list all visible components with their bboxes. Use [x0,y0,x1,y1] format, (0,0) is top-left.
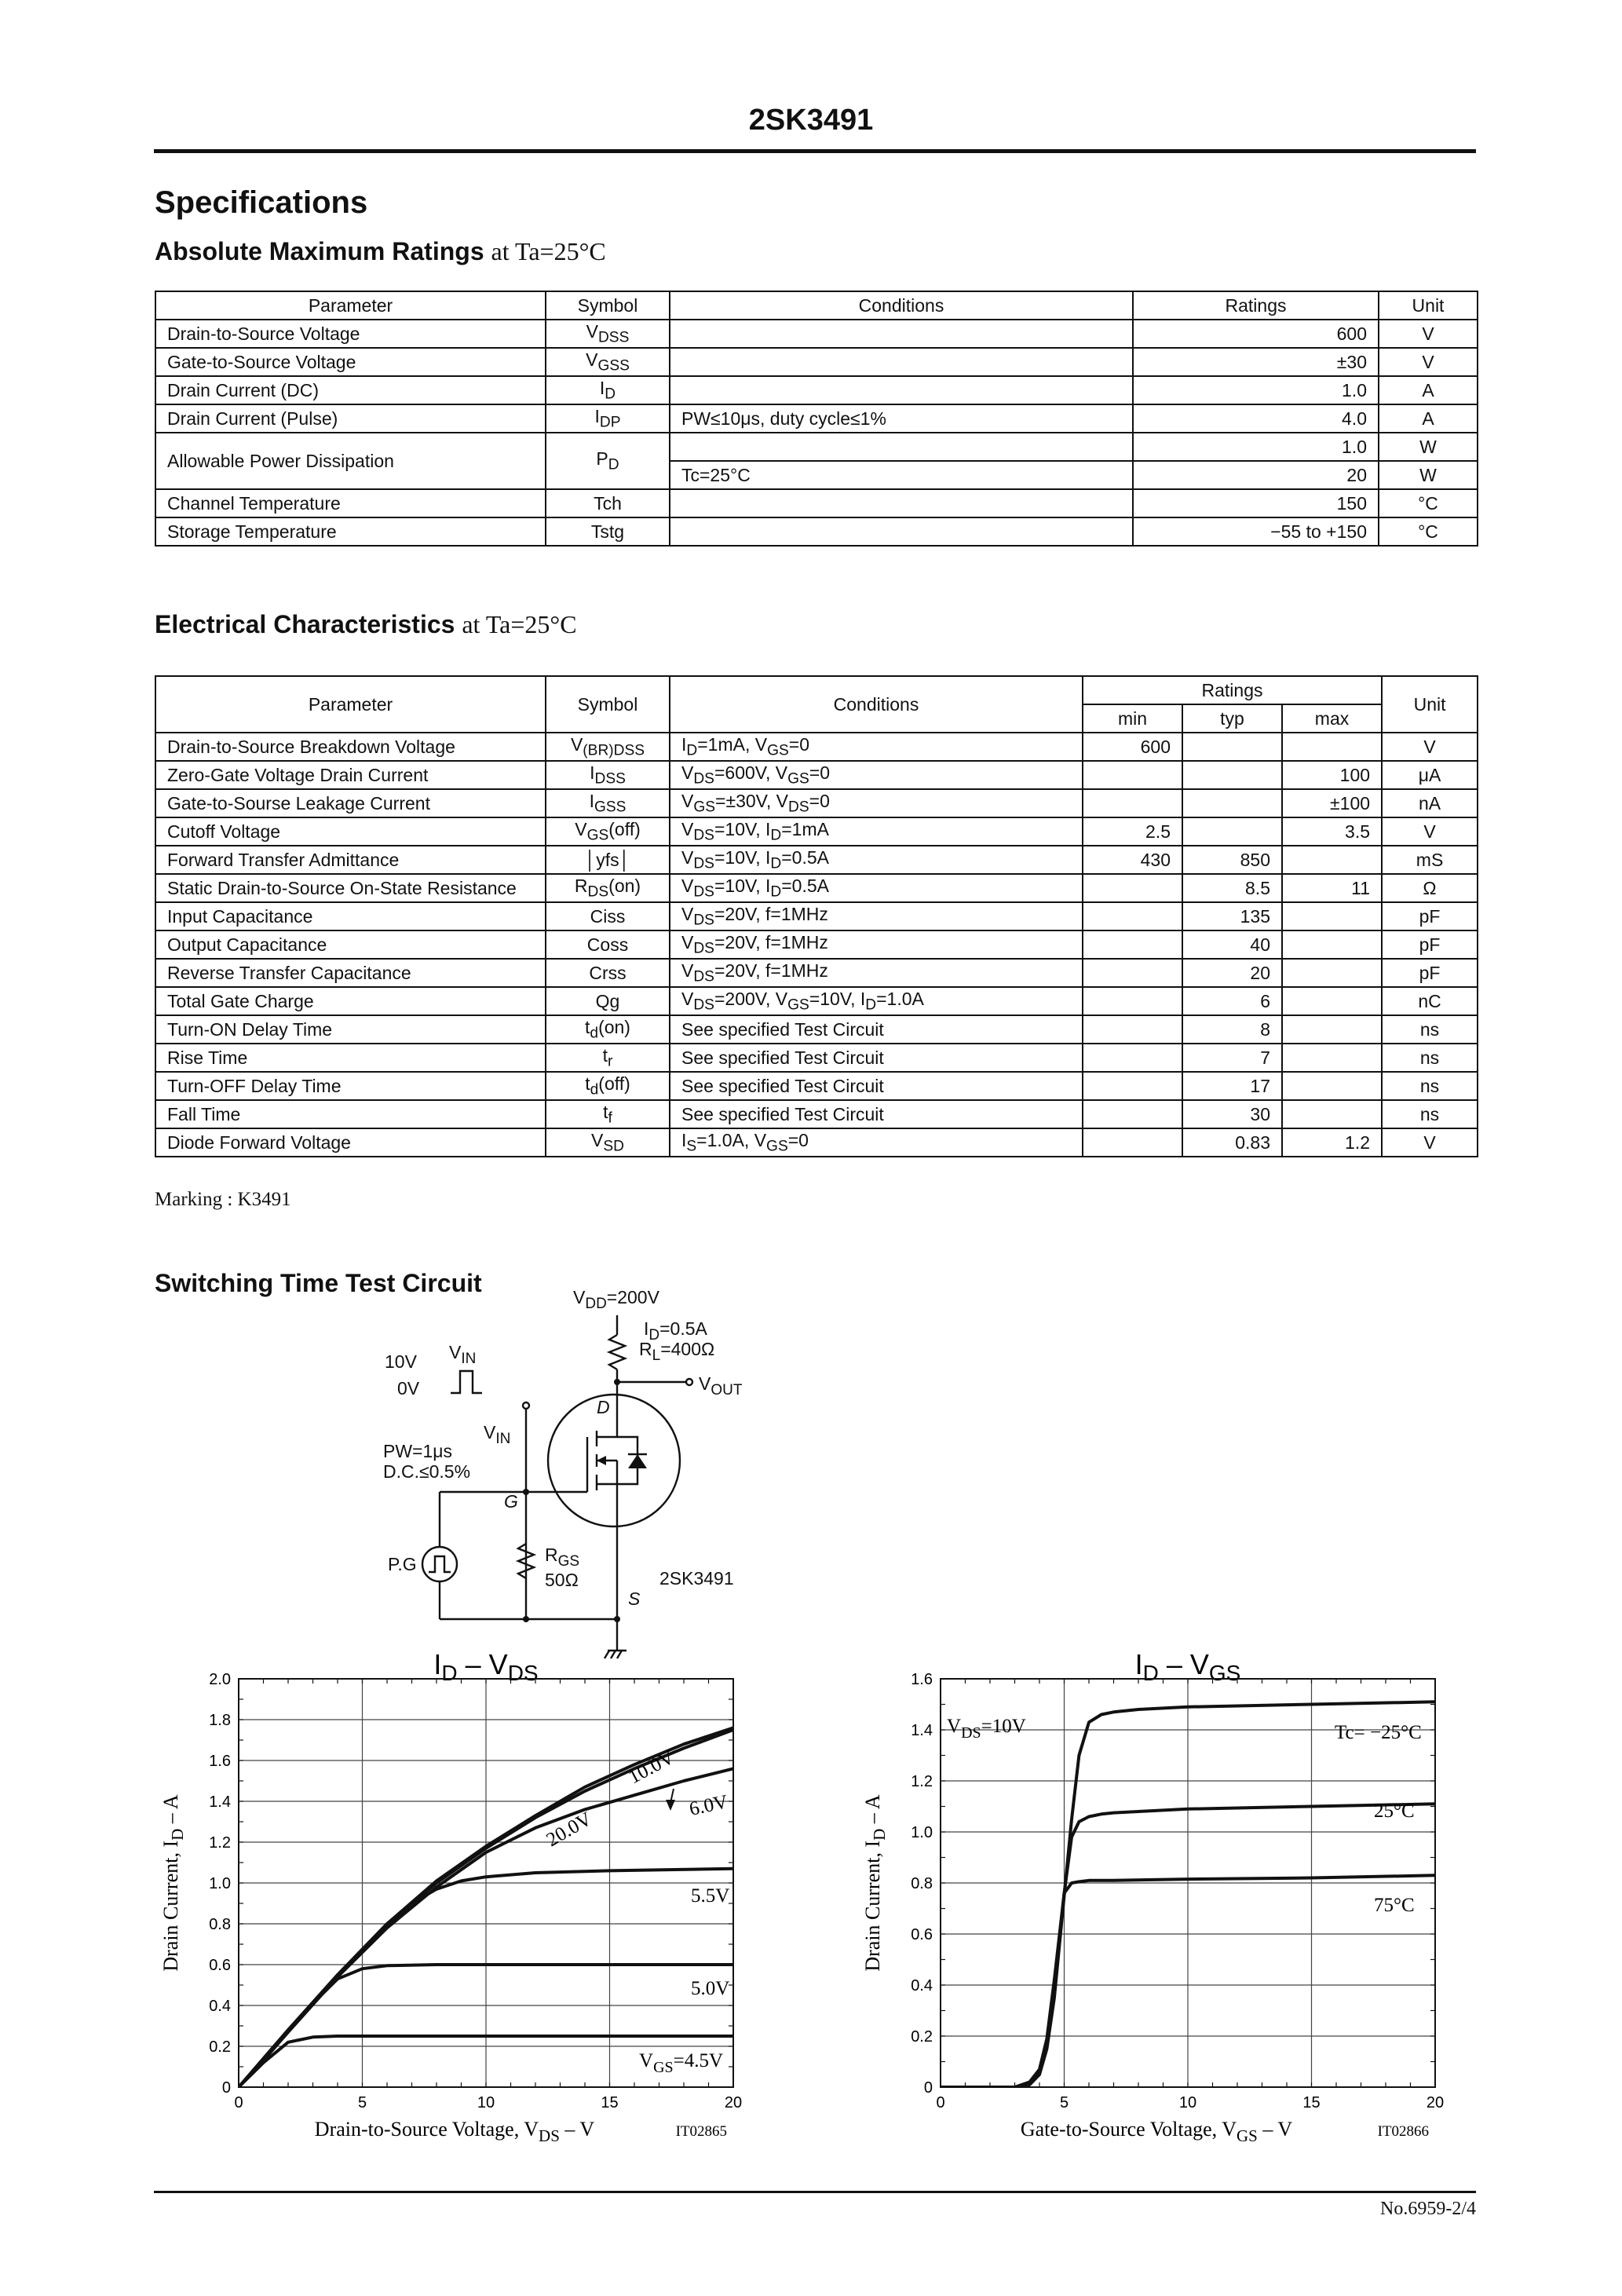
y-tick-label: 0.2 [209,2038,231,2056]
rl-resistor [609,1335,625,1369]
cell-symbol: │yfs│ [546,846,670,874]
table-row [155,1072,1478,1100]
rgs-value: 50Ω [545,1570,579,1590]
cell-symbol: $I_D$ [546,376,670,404]
table-row [155,517,1478,546]
y-axis-label: Drain Current, $I_D$ – A [159,1794,187,1972]
cell-unit: Ω [1382,874,1478,902]
figure-code: IT02865 [675,2123,727,2140]
cell-conditions: $I_D=1mA$, $V_{GS}=0$ [670,733,1083,761]
y-axis-label: Drain Current, $I_D$ – A [861,1794,889,1972]
y-tick-label: 0.8 [911,1875,933,1892]
series-label: 10.0V [625,1746,678,1789]
table-row [155,846,1478,874]
cell-symbol: $P_D$ [546,433,670,489]
chart-title: $I_D - V_{GS}$ [1134,1648,1241,1685]
cell-symbol: Tstg [546,517,670,546]
cell-conditions: $V_{DS}=10V$, $I_D=0.5A$ [670,846,1083,874]
cell-parameter: Storage Temperature [155,517,546,546]
cell-max [1282,846,1382,874]
cell-parameter: Zero-Gate Voltage Drain Current [155,761,546,789]
cell-conditions: $V_{DS}=10V$, $I_D=0.5A$ [670,874,1083,902]
cell-typ: 8 [1182,1015,1282,1044]
header-parameter: Parameter [155,291,546,320]
cell-rating: 600 [1133,320,1379,348]
chart-title: $I_D - V_{DS}$ [433,1648,539,1685]
source-node [614,1616,620,1622]
cell-typ: 850 [1182,846,1282,874]
x-tick-label: 15 [1302,2094,1321,2111]
cell-parameter: Drain Current (Pulse) [155,404,546,433]
cell-unit: pF [1382,902,1478,930]
y-tick-label: 2.0 [209,1671,231,1688]
cell-unit: °C [1379,517,1478,546]
x-tick-label: 0 [234,2094,243,2111]
y-tick-label: 1.6 [209,1753,231,1770]
header-unit: Unit [1379,291,1478,320]
cell-rating: 150 [1133,489,1379,517]
cell-rating: 1.0 [1133,433,1379,461]
id-label: $I_D=0.5A$ [644,1318,707,1344]
cell-typ: 8.5 [1182,874,1282,902]
vout-label: $V_{OUT}$ [699,1373,743,1398]
cell-conditions: $V_{DS}=20V$, f=1MHz [670,930,1083,959]
cell-conditions: $V_{GS}=\pm 30V$, $V_{DS}=0$ [670,789,1083,817]
cell-symbol: $t_f$ [546,1100,670,1128]
cell-parameter: Rise Time [155,1044,546,1072]
series-label: 5.5V [691,1885,730,1907]
y-tick-label: 0.8 [209,1916,231,1933]
cell-rating: 4.0 [1133,404,1379,433]
cell-symbol: $I_{GSS}$ [546,789,670,817]
series-label: 20.0V [542,1808,596,1852]
rgs-label: $R_{GS}$ [545,1545,580,1570]
header-conditions: Conditions [670,291,1133,320]
cell-conditions: $I_S=1.0A$, $V_{GS}=0$ [670,1128,1083,1157]
drain-node [614,1379,620,1385]
channel-arrow [597,1456,606,1465]
cell-min [1083,789,1182,817]
cell-conditions: See specified Test Circuit [670,1100,1083,1128]
series-label: 75°C [1374,1895,1415,1916]
cell-symbol: $V_{DSS}$ [546,320,670,348]
cell-parameter: Drain-to-Source Voltage [155,320,546,348]
page-number: No.6959-2/4 [1380,2199,1476,2219]
specifications-heading: Specifications [155,185,368,220]
cell-min: 2.5 [1083,817,1182,846]
y-tick-label: 1.8 [209,1712,231,1729]
cell-symbol: Coss [546,930,670,959]
series-label: 6.0V [687,1791,730,1820]
y-tick-label: 0.2 [911,2028,933,2046]
id-vds-chart [154,1648,774,2167]
cell-conditions [670,348,1133,376]
cell-unit: ns [1382,1044,1478,1072]
cell-parameter: Drain-to-Source Breakdown Voltage [155,733,546,761]
cell-max: ±100 [1282,789,1382,817]
cell-typ: 20 [1182,959,1282,987]
cell-typ [1182,817,1282,846]
header-symbol: Symbol [546,676,670,733]
ground-node [523,1616,529,1622]
cell-parameter: Turn-OFF Delay Time [155,1072,546,1100]
cell-symbol: $V_{GSS}$ [546,348,670,376]
table-row [155,433,1478,461]
cell-conditions: $V_{DS}=20V$, f=1MHz [670,902,1083,930]
cell-conditions [670,517,1133,546]
y-tick-label: 0 [221,2079,231,2097]
table-row [155,874,1478,902]
cell-parameter: Diode Forward Voltage [155,1128,546,1157]
y-tick-label: 1.6 [911,1671,933,1688]
cell-min [1083,987,1182,1015]
cell-min [1083,902,1182,930]
header-ratings: Ratings [1133,291,1379,320]
series-label: $V_{GS}=4.5V$ [639,2050,724,2076]
cell-unit: nA [1382,789,1478,817]
vin-pulse-glyph [451,1371,482,1393]
cell-parameter: Channel Temperature [155,489,546,517]
cell-conditions: $V_{DS}=200V$, $V_{GS}=10V$, $I_D=1.0A$ [670,987,1083,1015]
cell-typ [1182,789,1282,817]
cell-rating: −55 to +150 [1133,517,1379,546]
ground-hatch-2 [611,1651,616,1658]
cell-max [1282,930,1382,959]
table-row [155,733,1478,761]
cell-typ: 0.83 [1182,1128,1282,1157]
x-tick-label: 5 [1059,2094,1069,2111]
cell-max [1282,1072,1382,1100]
diode-triangle [628,1454,647,1468]
table-row [155,959,1478,987]
cell-max [1282,959,1382,987]
drain-pin-label: D [597,1397,610,1417]
cell-typ: 135 [1182,902,1282,930]
cell-symbol: Qg [546,987,670,1015]
cell-unit: V [1382,733,1478,761]
cell-conditions: $V_{DS}=600V$, $V_{GS}=0$ [670,761,1083,789]
cell-symbol: Crss [546,959,670,987]
cell-parameter: Forward Transfer Admittance [155,846,546,874]
ec-title: Electrical Characteristics [155,610,455,638]
cell-typ: 17 [1182,1072,1282,1100]
vds-condition-label: $V_{DS}=10V$ [947,1716,1026,1742]
table-row [155,404,1478,433]
cell-unit: A [1379,404,1478,433]
table-header-row [155,291,1478,320]
cell-parameter: Cutoff Voltage [155,817,546,846]
cell-parameter: Total Gate Charge [155,987,546,1015]
y-tick-label: 1.0 [911,1824,933,1841]
cell-parameter: Reverse Transfer Capacitance [155,959,546,987]
pw-label: PW=1μs [383,1441,453,1461]
cell-unit: μA [1382,761,1478,789]
vin-node-label: $V_{IN}$ [484,1422,511,1447]
table-row [155,348,1478,376]
switching-test-circuit [369,1280,793,1680]
cell-min [1083,1044,1182,1072]
header-parameter: Parameter [155,676,546,733]
header-symbol: Symbol [546,291,670,320]
pg-pulse-glyph [429,1556,451,1572]
cell-unit: V [1382,817,1478,846]
header-unit: Unit [1382,676,1478,733]
mosfet-source [597,1484,617,1503]
table-row [155,789,1478,817]
cell-unit: V [1379,320,1478,348]
cell-symbol: Tch [546,489,670,517]
table-row [155,1044,1478,1072]
footer-rule [154,2191,1476,2193]
cell-symbol: $t_d(on)$ [546,1015,670,1044]
cell-typ: 7 [1182,1044,1282,1072]
document-title: 2SK3491 [748,104,874,137]
cell-max [1282,1015,1382,1044]
cell-unit: °C [1379,489,1478,517]
cell-unit: W [1379,461,1478,489]
cell-unit: ns [1382,1015,1478,1044]
cell-symbol: Ciss [546,902,670,930]
table-header-row [155,676,1478,704]
cell-parameter: Input Capacitance [155,902,546,930]
cell-conditions: Tc=25°C [670,461,1133,489]
ground-hatch-3 [617,1651,622,1658]
series-label: Tc= −25°C [1335,1722,1422,1743]
table-row [155,817,1478,846]
x-tick-label: 15 [601,2094,619,2111]
cell-max: 1.2 [1282,1128,1382,1157]
source-pin-label: S [628,1589,641,1609]
x-tick-label: 10 [477,2094,495,2111]
cell-conditions: See specified Test Circuit [670,1044,1083,1072]
vin-terminal [523,1402,529,1409]
cell-conditions: PW≤10μs, duty cycle≤1% [670,404,1133,433]
y-tick-label: 0.6 [209,1957,231,1974]
cell-symbol: $I_{DSS}$ [546,761,670,789]
y-tick-label: 1.2 [911,1773,933,1790]
table-row [155,1128,1478,1157]
cell-symbol: $R_{DS}(on)$ [546,874,670,902]
series-label: 5.0V [691,1978,730,1999]
y-tick-label: 1.4 [911,1722,933,1739]
cell-max [1282,1100,1382,1128]
mosfet-drain [597,1418,617,1437]
cell-min: 600 [1083,733,1182,761]
cell-max: 3.5 [1282,817,1382,846]
cell-unit: A [1379,376,1478,404]
electrical-characteristics-table [155,675,1478,1157]
cell-unit: V [1379,348,1478,376]
part-label: 2SK3491 [659,1568,734,1589]
table-row [155,489,1478,517]
header-rule [154,149,1476,153]
gate-node [523,1489,529,1495]
header-ratings: Ratings [1083,676,1382,704]
amr-condition: at Ta=25°C [491,237,606,265]
cell-rating: 1.0 [1133,376,1379,404]
cell-max: 11 [1282,874,1382,902]
label-arrow-head [666,1800,675,1811]
cell-unit: nC [1382,987,1478,1015]
cell-rating: ±30 [1133,348,1379,376]
y-tick-label: 0.4 [911,1977,933,1994]
series-label: 25°C [1374,1801,1415,1822]
v0-label: 0V [397,1378,420,1398]
cell-min [1083,930,1182,959]
x-axis-label: Drain-to-Source Voltage, $V_{DS}$ – V [314,2118,595,2145]
dc-label: D.C.≤0.5% [383,1461,471,1482]
cell-typ: 40 [1182,930,1282,959]
pg-label: P.G [388,1554,417,1574]
vin-top-label: $V_{IN}$ [449,1342,477,1367]
cell-min [1083,1015,1182,1044]
cell-typ [1182,733,1282,761]
cell-parameter: Turn-ON Delay Time [155,1015,546,1044]
cell-parameter: Output Capacitance [155,930,546,959]
cell-min [1083,874,1182,902]
cell-max [1282,902,1382,930]
cell-min [1083,1072,1182,1100]
cell-unit: pF [1382,959,1478,987]
cell-typ [1182,761,1282,789]
cell-max [1282,987,1382,1015]
ec-condition: at Ta=25°C [462,610,577,638]
table-row [155,902,1478,930]
y-tick-label: 0.6 [911,1926,933,1943]
cell-unit: pF [1382,930,1478,959]
marking-text: Marking : K3491 [155,1189,291,1210]
cell-symbol: $V_{SD}$ [546,1128,670,1157]
vout-terminal [686,1379,692,1385]
cell-typ: 30 [1182,1100,1282,1128]
absolute-maximum-ratings-table [155,291,1478,547]
header-typ: typ [1182,704,1282,733]
cell-symbol: $t_r$ [546,1044,670,1072]
cell-conditions [670,376,1133,404]
cell-conditions [670,320,1133,348]
table-row [155,1015,1478,1044]
cell-unit: V [1382,1128,1478,1157]
cell-parameter: Allowable Power Dissipation [155,433,546,489]
cell-max [1282,733,1382,761]
cell-unit: mS [1382,846,1478,874]
cell-unit: ns [1382,1100,1478,1128]
cell-parameter: Fall Time [155,1100,546,1128]
gate-pin-label: G [504,1491,518,1512]
vdd-label: $V_{DD}=200V$ [573,1287,659,1312]
cell-conditions [670,489,1133,517]
ground-hatch-1 [605,1651,609,1658]
x-tick-label: 10 [1178,2094,1197,2111]
header-min: min [1083,704,1182,733]
amr-heading [155,237,606,266]
cell-typ: 6 [1182,987,1282,1015]
v10-label: 10V [385,1351,417,1372]
cell-max: 100 [1282,761,1382,789]
cell-min [1083,959,1182,987]
x-axis-label: Gate-to-Source Voltage, $V_{GS}$ – V [1020,2118,1293,2145]
cell-min: 430 [1083,846,1182,874]
cell-parameter: Drain Current (DC) [155,376,546,404]
cell-unit: W [1379,433,1478,461]
cell-conditions: $V_{DS}=20V$, f=1MHz [670,959,1083,987]
cell-min [1083,761,1182,789]
x-tick-label: 5 [357,2094,367,2111]
cell-conditions [670,433,1133,461]
cell-symbol: $I_{DP}$ [546,404,670,433]
header-conditions: Conditions [670,676,1083,733]
table-row [155,376,1478,404]
table-row [155,987,1478,1015]
y-tick-label: 1.2 [209,1834,231,1852]
cell-parameter: Static Drain-to-Source On-State Resistance [155,874,546,902]
cell-symbol: $t_d(off)$ [546,1072,670,1100]
cell-symbol: $V_{GS}(off)$ [546,817,670,846]
x-tick-label: 20 [724,2094,743,2111]
amr-title: Absolute Maximum Ratings [155,237,484,265]
y-tick-label: 1.4 [209,1793,231,1811]
ec-heading [155,610,577,639]
cell-conditions: See specified Test Circuit [670,1072,1083,1100]
cell-parameter: Gate-to-Source Voltage [155,348,546,376]
circuit-heading: Switching Time Test Circuit [155,1269,482,1297]
y-tick-label: 1.0 [209,1875,231,1892]
table-row [155,761,1478,789]
pulse-generator [422,1547,457,1581]
cell-conditions: $V_{DS}=10V$, $I_D=1mA$ [670,817,1083,846]
cell-min [1083,1100,1182,1128]
id-vgs-chart [856,1648,1476,2167]
table-row [155,320,1478,348]
cell-parameter: Gate-to-Sourse Leakage Current [155,789,546,817]
cell-conditions: See specified Test Circuit [670,1015,1083,1044]
header-max: max [1282,704,1382,733]
y-tick-label: 0.4 [209,1998,231,2015]
rl-label: $R_L=400\Omega$ [639,1339,715,1364]
x-tick-label: 20 [1426,2094,1445,2111]
table-row [155,1100,1478,1128]
cell-rating: 20 [1133,461,1379,489]
figure-code: IT02866 [1377,2123,1429,2140]
cell-symbol: $V_{(BR)DSS}$ [546,733,670,761]
cell-max [1282,1044,1382,1072]
table-row [155,930,1478,959]
x-tick-label: 0 [936,2094,945,2111]
cell-unit: ns [1382,1072,1478,1100]
cell-min [1083,1128,1182,1157]
y-tick-label: 0 [923,2079,933,2097]
